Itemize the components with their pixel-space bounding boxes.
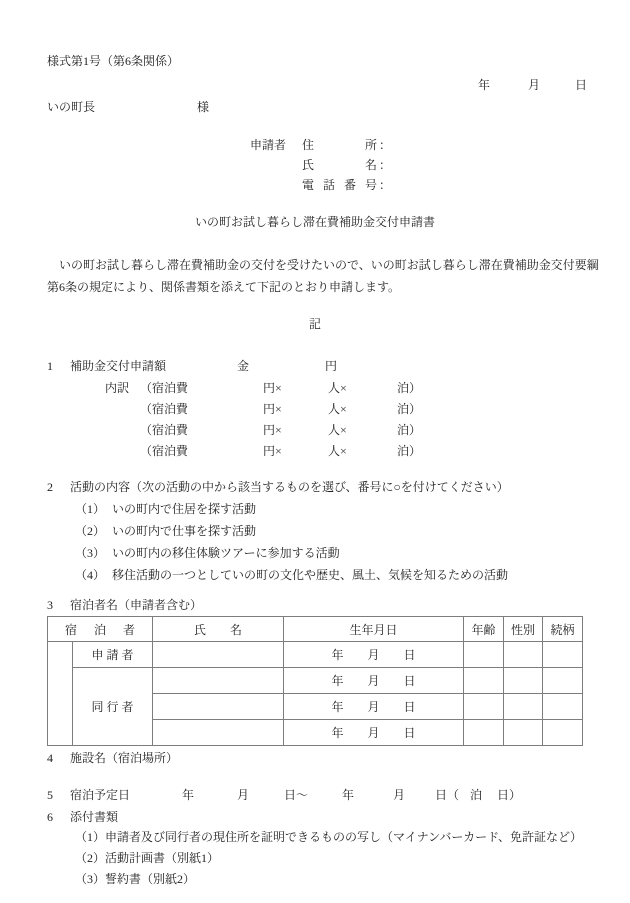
item-number: （3） xyxy=(75,546,106,560)
header-name: 氏 名 xyxy=(153,617,284,642)
section6-number: 6 xyxy=(47,810,53,824)
guest-roster-table xyxy=(47,616,583,746)
date-line xyxy=(0,77,630,93)
section5-label: 宿泊予定日 xyxy=(70,788,131,802)
section2-item xyxy=(0,523,630,539)
body-text-1: いの町お試し暮らし滞在費補助金の交付を受けたいので、いの町お試し暮らし滞在費補助金交付要綱 xyxy=(59,258,599,272)
applicant-address-line xyxy=(0,137,630,153)
roster-applicant-row xyxy=(48,642,583,668)
stay-day2-label: 日（ xyxy=(435,788,460,802)
ki-heading: 記 xyxy=(308,317,321,331)
stay-year2-label: 年 xyxy=(342,788,355,802)
relation-cell xyxy=(543,642,583,668)
document-title: いの町お試し暮らし滞在費補助金交付申請書 xyxy=(194,215,435,229)
name-cell xyxy=(153,642,284,668)
breakdown-item: （宿泊費 xyxy=(140,402,189,416)
item-text: いの町内で住居を探す活動 xyxy=(112,502,257,516)
applicant-phone-line xyxy=(0,177,630,193)
breakdown-item: （宿泊費 xyxy=(140,444,189,458)
section3-number: 3 xyxy=(47,598,53,612)
applicant-name-colon: ： xyxy=(379,158,392,172)
breakdown-unit-person: 人× xyxy=(328,423,347,437)
age-cell xyxy=(464,694,504,720)
section3-heading: 宿泊者名（申請者含む） xyxy=(70,598,203,612)
form-number-line xyxy=(0,53,630,69)
item-text: いの町内で仕事を探す活動 xyxy=(112,524,257,538)
date-day-label: 日 xyxy=(575,78,588,92)
stay-year1-label: 年 xyxy=(182,788,195,802)
section5-number: 5 xyxy=(47,788,53,802)
applicant-row-label: 申 請 者 xyxy=(73,642,153,668)
body-paragraph-line1 xyxy=(0,257,630,273)
roster-header-row xyxy=(48,617,583,642)
companion-row-label: 同 行 者 xyxy=(73,668,153,746)
section1-breakdown-row xyxy=(0,443,630,459)
relation-cell xyxy=(543,720,583,746)
section2-number: 2 xyxy=(47,480,53,494)
breakdown-item: （宿泊費 xyxy=(140,381,189,395)
addressee-name: いの町長 xyxy=(47,100,96,114)
section1-breakdown-row xyxy=(0,380,630,396)
section5-heading-line xyxy=(0,787,630,803)
applicant-name-label: 氏名 xyxy=(302,158,377,172)
dob-cell: 年 月 日 xyxy=(284,668,464,694)
breakdown-unit-person: 人× xyxy=(328,381,347,395)
section6-item xyxy=(0,850,630,866)
addressee-honorific: 様 xyxy=(197,100,210,114)
header-age: 年齢 xyxy=(464,617,504,642)
applicant-address-colon: ： xyxy=(379,138,392,152)
dob-cell: 年 月 日 xyxy=(284,720,464,746)
header-relation: 続柄 xyxy=(543,617,583,642)
breakdown-unit-yen: 円× xyxy=(263,423,282,437)
applicant-address-label: 住所 xyxy=(302,138,377,152)
section3-heading-line xyxy=(0,597,630,613)
breakdown-unit-person: 人× xyxy=(328,444,347,458)
section6-heading: 添付書類 xyxy=(70,810,119,824)
breakdown-unit-night: 泊） xyxy=(397,423,422,437)
item-text: 移住活動の一つとしていの町の文化や歴史、風土、気候を知るための活動 xyxy=(112,568,509,582)
date-year-label: 年 xyxy=(478,78,491,92)
section6-heading-line xyxy=(0,809,630,825)
breakdown-unit-yen: 円× xyxy=(263,402,282,416)
stay-month1-label: 月 xyxy=(237,788,250,802)
applicant-phone-colon: ： xyxy=(379,178,392,192)
header-sex: 性別 xyxy=(504,617,543,642)
age-cell xyxy=(464,720,504,746)
sex-cell xyxy=(504,668,543,694)
applicant-phone-label: 電話番号 xyxy=(302,178,377,192)
section2-item xyxy=(0,567,630,583)
relation-cell xyxy=(543,694,583,720)
attachment-number: （3） xyxy=(75,872,106,886)
dob-cell: 年 月 日 xyxy=(284,642,464,668)
section1-amount-prefix: 金 xyxy=(237,359,250,373)
header-guest: 宿泊者 xyxy=(48,617,153,642)
section2-item xyxy=(0,501,630,517)
stay-days-label: 日） xyxy=(497,788,522,802)
breakdown-item: （宿泊費 xyxy=(140,423,189,437)
sex-cell xyxy=(504,642,543,668)
section6-item xyxy=(0,829,630,845)
section4-heading-line xyxy=(0,750,630,766)
date-month-label: 月 xyxy=(528,78,541,92)
addressee-line xyxy=(0,99,630,115)
item-number: （4） xyxy=(75,568,106,582)
applicant-prefix: 申請者 xyxy=(250,138,287,152)
relation-cell xyxy=(543,668,583,694)
breakdown-unit-night: 泊） xyxy=(397,381,422,395)
section1-breakdown-label: 内訳 xyxy=(105,381,130,395)
section4-number: 4 xyxy=(47,751,53,765)
roster-companion-row xyxy=(48,668,583,694)
section6-item xyxy=(0,871,630,887)
body-paragraph-line2 xyxy=(0,279,630,295)
stay-nights-label: 泊 xyxy=(470,788,483,802)
body-text-2: 第6条の規定により、関係書類を添えて下記のとおり申請します。 xyxy=(47,280,401,294)
attachment-text: 誓約書（別紙2） xyxy=(105,872,196,886)
name-cell xyxy=(153,694,284,720)
attachment-number: （2） xyxy=(75,851,106,865)
section2-heading: 活動の内容（次の活動の中から該当するものを選び、番号に○を付けてください） xyxy=(70,480,509,494)
sex-cell xyxy=(504,720,543,746)
section1-number: 1 xyxy=(47,359,53,373)
attachment-number: （1） xyxy=(75,830,106,844)
name-cell xyxy=(153,720,284,746)
age-cell xyxy=(464,668,504,694)
attachment-text: 申請者及び同行者の現住所を証明できるものの写し（マイナンバーカード、免許証など） xyxy=(105,830,583,844)
stay-day1-label: 日～ xyxy=(284,788,309,802)
header-dob: 生年月日 xyxy=(284,617,464,642)
name-cell xyxy=(153,668,284,694)
breakdown-unit-night: 泊） xyxy=(397,402,422,416)
section1-label: 補助金交付申請額 xyxy=(70,359,167,373)
stay-month2-label: 月 xyxy=(393,788,406,802)
section1-breakdown-row xyxy=(0,422,630,438)
breakdown-unit-yen: 円× xyxy=(263,444,282,458)
guest-margin-cell xyxy=(48,642,73,746)
sex-cell xyxy=(504,694,543,720)
section1-breakdown-row xyxy=(0,401,630,417)
breakdown-unit-night: 泊） xyxy=(397,444,422,458)
form-number: 様式第1号（第6条関係） xyxy=(47,54,180,68)
item-number: （1） xyxy=(75,502,106,516)
breakdown-unit-yen: 円× xyxy=(263,381,282,395)
section2-item xyxy=(0,545,630,561)
attachment-text: 活動計画書（別紙1） xyxy=(105,851,220,865)
item-text: いの町内の移住体験ツアーに参加する活動 xyxy=(112,546,340,560)
applicant-name-line xyxy=(0,157,630,173)
item-number: （2） xyxy=(75,524,106,538)
breakdown-unit-person: 人× xyxy=(328,402,347,416)
section1-heading-line xyxy=(0,358,630,374)
section1-amount-suffix: 円 xyxy=(325,359,338,373)
dob-cell: 年 月 日 xyxy=(284,694,464,720)
age-cell xyxy=(464,642,504,668)
section2-heading-line xyxy=(0,479,630,495)
section4-heading: 施設名（宿泊場所） xyxy=(70,751,179,765)
